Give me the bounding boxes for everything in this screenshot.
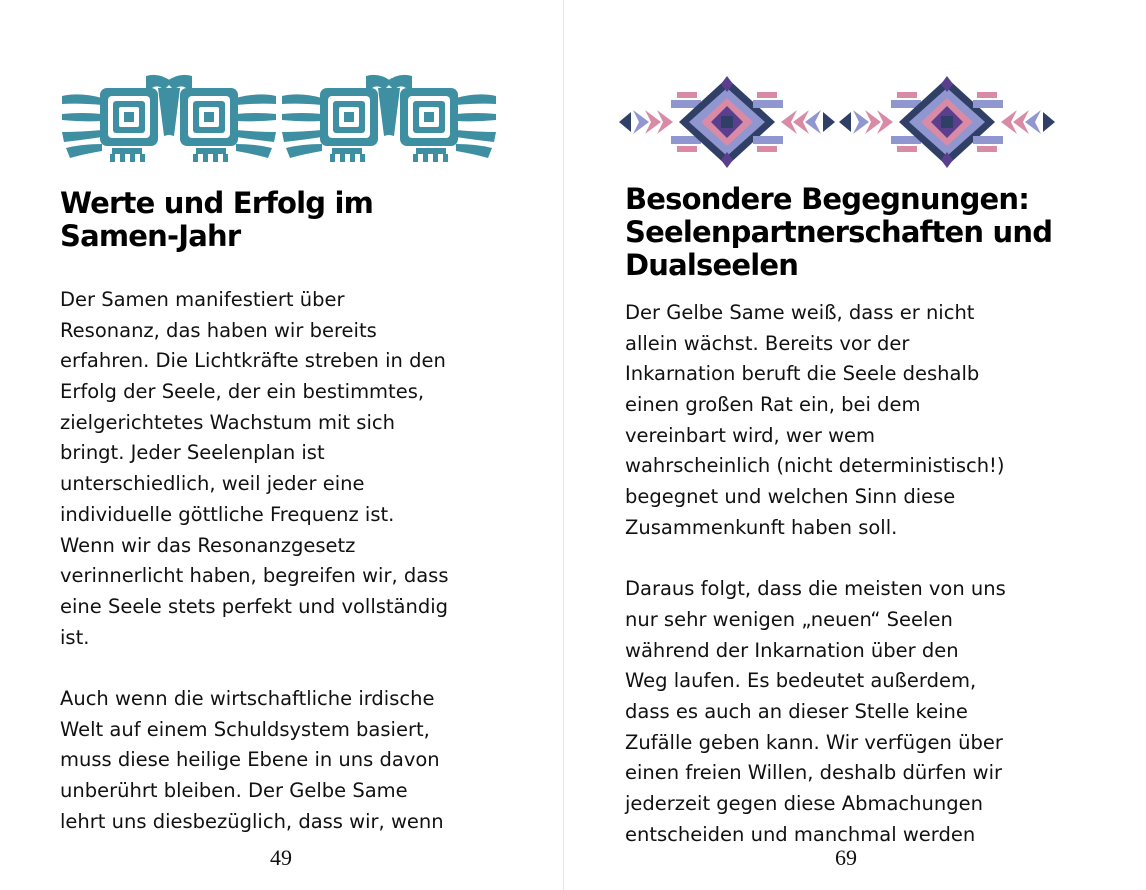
text-line: individuelle göttliche Frequenz ist. — [60, 502, 395, 526]
text-line: Inkarnation beruft die Seele deshalb — [625, 362, 980, 386]
body-text — [60, 285, 449, 837]
text-line: während der Inkarnation über den — [625, 638, 959, 662]
tribal-diamond-pattern-icon — [619, 76, 1055, 168]
page-number: 49 — [270, 845, 292, 870]
text-line: Der Gelbe Same weiß, dass er nicht — [625, 301, 975, 324]
text-line: Weg laufen. Es bedeutet außerdem, — [625, 669, 977, 693]
section-heading — [60, 187, 373, 253]
text-line: nur sehr wenigen „neuen“ Seelen — [625, 607, 953, 631]
text-line: muss diese heilige Ebene in uns davon — [60, 748, 440, 772]
text-line: allein wächst. Bereits vor der — [625, 331, 910, 355]
text-line: erfahren. Die Lichtkräfte streben in den — [60, 349, 446, 373]
text-line: Daraus folgt, dass die meisten von uns — [625, 577, 1006, 601]
text-line: einen freien Willen, deshalb dürfen wir — [625, 761, 1003, 785]
text-line: vereinbart wird, wer wem — [625, 423, 876, 447]
text-line: jederzeit gegen diese Abmachungen — [625, 792, 983, 815]
paragraph-gap — [60, 653, 449, 684]
text-line: zielgerichtetes Wachstum mit sich — [60, 410, 395, 434]
text-line: Welt auf einem Schuldsystem basiert, — [60, 717, 430, 741]
left-page — [0, 0, 563, 890]
heading-line: Dualseelen — [625, 248, 799, 282]
text-line: unterschiedlich, weil jeder eine — [60, 472, 365, 496]
text-line: Auch wenn die wirtschaftliche irdische — [60, 686, 435, 710]
text-line: begegnet und welchen Sinn diese — [625, 485, 956, 509]
text-line: wahrscheinlich (nicht deterministisch!) — [625, 454, 1005, 478]
text-line: lehrt uns diesbezüglich, dass wir, wenn — [60, 809, 444, 833]
text-line: Zusammenkunft haben soll. — [625, 515, 898, 539]
text-line: entscheiden und manchmal werden — [625, 822, 976, 846]
body-text — [625, 298, 1006, 850]
text-line: Resonanz, das haben wir bereits — [60, 318, 377, 342]
text-line: einen großen Rat ein, bei dem — [625, 393, 921, 417]
page-number: 69 — [835, 845, 857, 870]
paragraph-gap — [625, 544, 1006, 575]
text-line: ist. — [60, 625, 90, 649]
heading-line: Besondere Begegnungen: — [625, 182, 1030, 216]
heading-line: Samen-Jahr — [60, 219, 241, 253]
mayan-bird-glyph-icon — [60, 72, 500, 162]
heading-line: Werte und Erfolg im — [60, 186, 374, 220]
text-line: bringt. Jeder Seelenplan ist — [60, 441, 325, 465]
section-heading — [625, 183, 1052, 282]
heading-line: Seelenpartnerschaften und — [625, 215, 1053, 249]
text-line: Wenn wir das Resonanzgesetz — [60, 533, 356, 557]
text-line: Erfolg der Seele, der ein bestimmtes, — [60, 380, 425, 404]
text-line: Der Samen manifestiert über — [60, 288, 345, 311]
text-line: Zufälle geben kann. Wir verfügen über — [625, 730, 1003, 754]
right-page — [564, 0, 1146, 890]
text-line: eine Seele stets perfekt und vollständig — [60, 594, 449, 618]
text-line: verinnerlicht haben, begreifen wir, dass — [60, 564, 449, 588]
text-line: dass es auch an dieser Stelle keine — [625, 699, 968, 723]
text-line: unberührt bleiben. Der Gelbe Same — [60, 779, 408, 802]
